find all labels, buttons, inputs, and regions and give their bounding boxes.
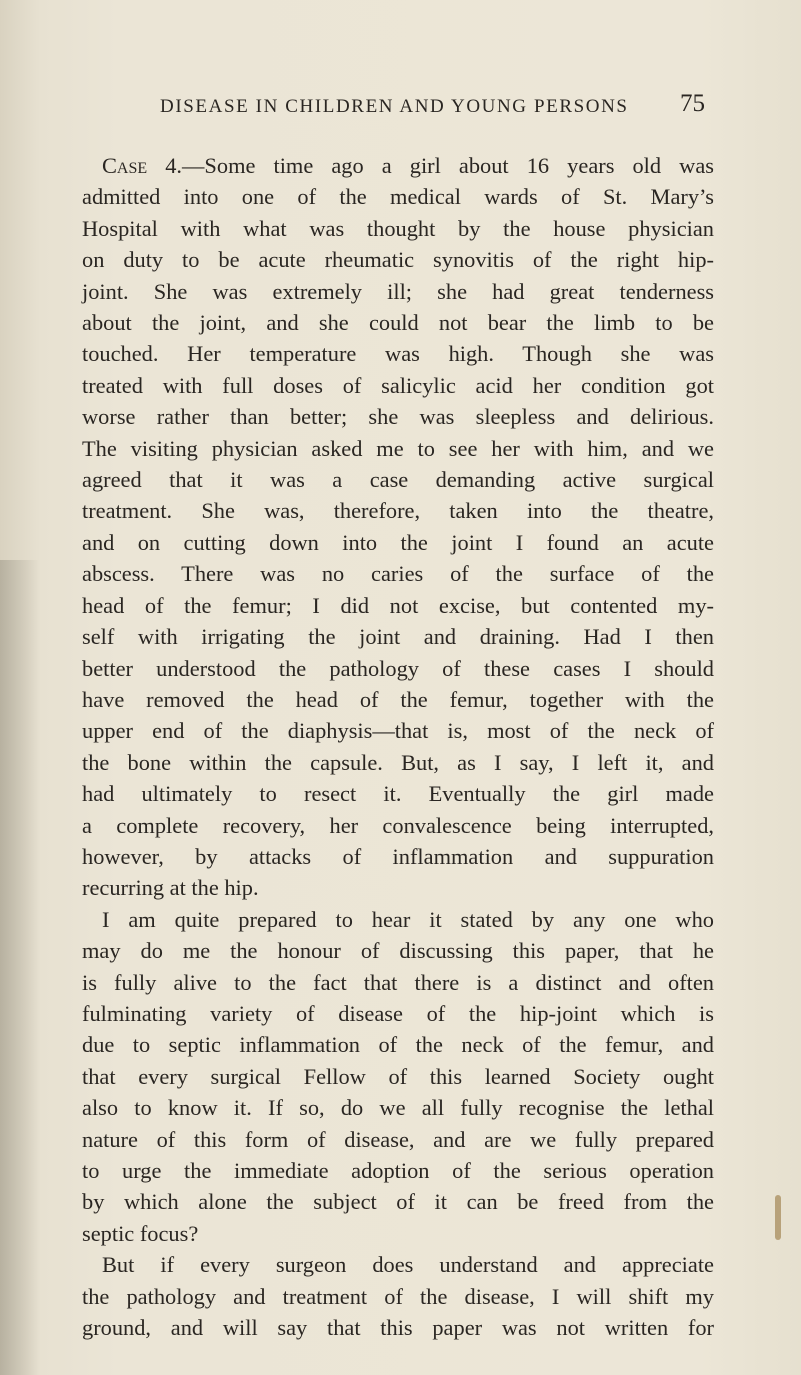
text-line: better understood the pathology of these cases I should xyxy=(82,655,714,681)
text-line: however, by attacks of inflammation and suppuration xyxy=(82,843,714,869)
text-line: worse rather than better; she was sleepless and delirious. xyxy=(82,404,714,430)
text-line: admitted into one of the medical wards of St. Mary’s xyxy=(82,184,714,210)
page-header xyxy=(0,90,801,126)
body-text xyxy=(82,150,714,1343)
page-number: 75 xyxy=(680,90,705,117)
gutter-shadow xyxy=(0,560,40,1375)
text-line: due to septic inflammation of the neck of the femur, and xyxy=(82,1032,714,1058)
text-line: ground, and will say that this paper was not written for xyxy=(82,1315,714,1341)
text-line: agreed that it was a case demanding active surgical xyxy=(82,467,714,493)
text-line: joint. She was extremely ill; she had great tenderness xyxy=(82,278,714,304)
text-line: the pathology and treatment of the disease, I will shift my xyxy=(82,1283,714,1309)
text-line: nature of this form of disease, and are we fully prepared xyxy=(82,1126,714,1152)
text-line: to urge the immediate adoption of the serious operation xyxy=(82,1158,714,1183)
text-line: about the joint, and she could not bear the limb to be xyxy=(82,310,714,336)
text-line: touched. Her temperature was high. Though she was xyxy=(82,341,714,367)
text-line: The visiting physician asked me to see her with him, and we xyxy=(82,435,714,461)
text-line: recurring at the hip. xyxy=(82,875,259,901)
running-head: DISEASE IN CHILDREN AND YOUNG PERSONS xyxy=(160,96,629,117)
text-line: upper end of the diaphysis—that is, most of the neck of xyxy=(82,718,714,744)
text-line: Hospital with what was thought by the house physician xyxy=(82,215,714,241)
text-line: that every surgical Fellow of this learned Society ought xyxy=(82,1063,714,1089)
text-line: I am quite prepared to hear it stated by any one who xyxy=(102,906,714,932)
text-line: Case 4.—Some time ago a girl about 16 years old was xyxy=(102,153,714,178)
text-line: by which alone the subject of it can be freed from the xyxy=(82,1189,714,1215)
text-line: treated with full doses of salicylic acid her condition got xyxy=(82,372,714,398)
text-line: fulminating variety of disease of the hip-joint which is xyxy=(82,1000,714,1026)
text-line: also to know it. If so, do we all fully recognise the lethal xyxy=(82,1095,714,1121)
text-line: septic focus? xyxy=(82,1220,199,1246)
text-line: abscess. There was no caries of the surface of the xyxy=(82,561,714,587)
text-line: may do me the honour of discussing this paper, that he xyxy=(82,938,714,964)
case-label: Case 4. xyxy=(102,153,183,178)
text-line: But if every surgeon does understand and appreciate xyxy=(102,1252,714,1278)
text-line: the bone within the capsule. But, as I say, I left it, and xyxy=(82,749,714,775)
text-line: treatment. She was, therefore, taken into the theatre, xyxy=(82,498,714,524)
text-line: on duty to be acute rheumatic synovitis of the right hip- xyxy=(82,247,714,273)
text-line: is fully alive to the fact that there is a distinct and often xyxy=(82,969,714,995)
text-line: self with irrigating the joint and draining. Had I then xyxy=(82,624,714,650)
text-line: and on cutting down into the joint I found an acute xyxy=(82,529,714,555)
text-line: had ultimately to resect it. Eventually the girl made xyxy=(82,781,714,807)
page-edge-mark xyxy=(775,1195,781,1240)
text-line: have removed the head of the femur, together with the xyxy=(82,686,714,712)
text-line: a complete recovery, her convalescence being interrupted, xyxy=(82,812,714,838)
text-line: head of the femur; I did not excise, but contented my- xyxy=(82,592,714,618)
